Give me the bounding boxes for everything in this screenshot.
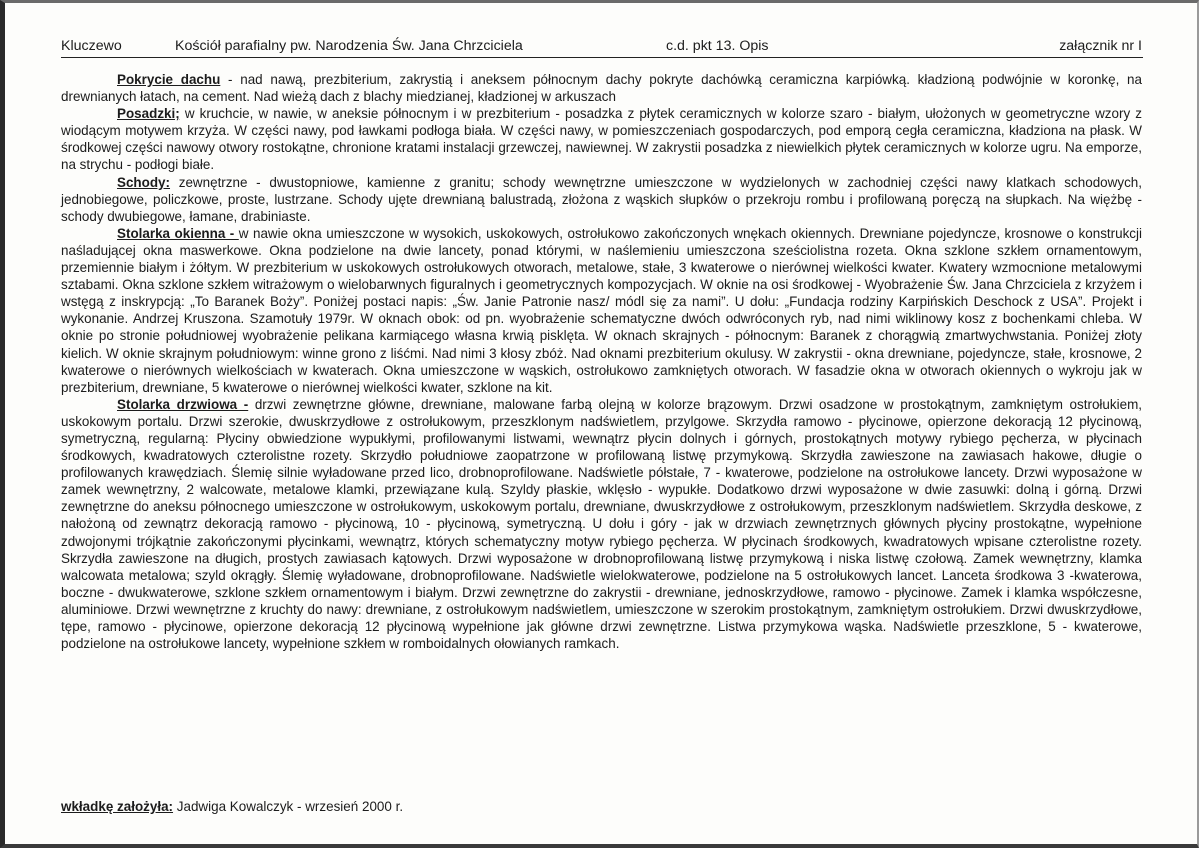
section-label: Schody: [117,174,171,190]
section-label: Posadzki; [117,106,180,122]
section-stairs [61,174,1142,225]
document-body [61,71,1142,652]
section-windows [61,225,1142,396]
header-reference: c.d. pkt 13. Opis [666,38,769,54]
header-town: Kluczewo [61,38,122,54]
section-roofing [61,71,1142,105]
document-header [61,35,1143,58]
header-church: Kościół parafialny pw. Narodzenia Św. Jana Chrzciciela [175,38,523,54]
section-label: Stolarka drzwiowa - [117,396,249,412]
section-text: w nawie okna umieszczone w wysokich, uskokowych, ostrołukowo zakończonych wnękach okiennych. Drewniane pojedyncze, krosnowe o konstrukcji naśladującej okna maswerkowe. Okna podzielone na dwie lancety, ponad którymi, w naślemieniu umieszczona sześciolistna rozeta. Okna szklone szkłem ornamentowym, przemiennie białym i żółtym. W prezbiterium w uskokowych ostrołukowych otworach, metalowe, stałe, 3 kwaterowe o nierównej wielkości kwater. Kwatery wzmocnione metalowymi sztabami. Okna szklone szkłem witrażowym o wielobarwnych figuralnych i geometrycznych kompozycjach. W oknie na osi środkowej - Wyobrażenie Św. Jana Chrzciciela z krzyżem i wstęgą z inskrypcją: „To Baranek Boży”. Poniżej postaci napis: „Św. Janie Patronie nasz/ módl się za nami”. U dołu: „Fundacja rodziny Karpińskich Deschock z USA”. Projekt i wykonanie. Andrzej Kruszona. Szamotuły 1979r. W oknach obok: od pn. wyobrażenie schematyczne dwóch odwróconych ryb, nad nimi wiklinowy kosz z bochenkami chleba. W oknie po stronie południowej wyobrażenie pelikana karmiącego własna krwią pisklęta. W oknach skrajnych - północnym: Baranek z chorągwią zmartwychwstania. Poniżej złoty kielich. W oknie skrajnym południowym: winne grono z liśćmi. Nad nimi 3 kłosy zbóż. Nad oknami prezbiterium okulusy. W zakrystii - okna drewniane, pojedyncze, stałe, krosnowe, 2 kwaterowe o nierównych wielkościach w kwaterach. Okna umieszczone w wąskich, ostrołukowo zamkniętych otworach. W fasadzie okna w otworach okiennych o wykroju jak w prezbiterium, drewniane, 5 kwaterowe o nierównej wielkości kwater, szklone na kit. [61,225,1142,395]
section-text: w kruchcie, w nawie, w aneksie północnym i w prezbiterium - posadzka z płytek ceramicznych w kolorze szaro - białym, ułożonych w geometryczne wzory z wiodącym motywem krzyża. W części nawy, pod ławkami podłoga biała. W części nawy, w pomieszczeniach gospodarczych, pod emporą cegła ceramiczna, kładziona na płask. W środkowej części nawowy otwory rostokątne, chronione kratami instalacji grzewczej, nawiewnej. W zakrystii posadzka z niewielkich płytek ceramicznych w kolorze ugru. Na emporze, na strychu - podłogi białe. [61,106,1142,173]
section-text: zewnętrzne - dwustopniowe, kamienne z granitu; schody wewnętrzne umieszczone w wydzielonych w zachodniej części nawy klatkach schodowych, jednobiegowe, policzkowe, proste, lustrzane. Schody ujęte drewnianą balustradą, złożona z wąskich słupków o przekroju rombu i profilowaną poręczą na słupkach. Na więżbę - schody dwubiegowe, łamane, drabiniaste. [61,174,1142,224]
section-doors [61,396,1142,652]
footer-label: wkładkę założyła: [61,799,174,814]
document-footer [61,798,403,815]
section-text: - nad nawą, prezbiterium, zakrystią i aneksem północnym dachy pokryte dachówką ceramiczna karpiówką. kładzioną podwójnie w koronkę, na drewnianych łatach, na cement. Nad wieżą dach z blachy miedzianej, kładzionej w arkuszach [61,72,1142,105]
footer-author: Jadwiga Kowalczyk - wrzesień 2000 r. [173,799,404,814]
section-label: Stolarka okienna - [117,225,239,241]
section-floors [61,105,1142,173]
section-text: drzwi zewnętrzne główne, drewniane, malowane farbą olejną w kolorze brązowym. Drzwi osadzone w prostokątnym, zamkniętym ostrołukiem, uskokowym portalu. Drzwi szerokie, dwuskrzydłowe z ostrołukowym, przeszklonym nadświetlem, przylgowe. Skrzydła ramowo - płycinowe, opierzone dekoracją 12 płycinową, symetryczną, regularną: Płyciny obwiedzione wypukłymi, profilowanymi listwami, wewnątrz płycin dolnych i górnych, prostokątnych motywy rybiego pęcherza, w płycinach środkowych, kwadratowych czterolistne rozety. Skrzydło południowe zaopatrzone w profilowaną listwę przymykową. Skrzydła zawieszone na zawiasach hakowe, długie o profilowanych krawędziach. Ślemię silnie wyładowane przed lico, drobnoprofilowane. Nadświetle półstałe, 7 - kwaterowe, podzielone na ostrołukowe lancety. Drzwi wyposażone w zamek wewnętrzny, 2 walcowate, metalowe klamki, przewiązane kulą. Szyldy płaskie, wklęsło - wypukłe. Dodatkowo drzwi wyposażone w dwie zasuwki: dolną i górną. Drzwi zewnętrzne do aneksu północnego umieszczone w ostrołukowym, uskokowym portalu, drewniane, dwuskrzydłowe z ostrołukowym, przeszklonym nadświetlem. Skrzydła deskowe, z nałożoną od zewnątrz dekoracją ramowo - płycinową, 10 - płycinową, symetryczną. U dołu i góry - jak w drzwiach zewnętrznych głównych płyciny prostokątne, wypełnione zdwojonymi trójkątnie zakończonymi płycinkami, wewnątrz, których schematyczny motyw rybiego pęcherza. W płycinach środkowych, kwadratowych wpisane czterolistne rozety. Skrzydła zawieszone na długich, prostych zawiasach kątowych. Drzwi wyposażone w drobnoprofilowaną listwę przymykową i niska listwę czołową. Zamek wewnętrzny, klamka walcowata metalowa; szyld okrągły. Ślemię wyładowane, drobnoprofilowane. Nadświetle wielokwaterowe, podzielone na 5 ostrołukowych lancet. Lanceta środkowa 3 -kwaterowa, boczne - dwukwaterowe, szklone szkłem ornamentowym i białym. Drzwi zewnętrzne do zakrystii - drewniane, jednoskrzydłowe, ramowo - płycinowe. Zamek i klamka współczesne, aluminiowe. Drzwi wewnętrzne z kruchty do nawy: drewniane, z ostrołukowym nadświetlem, umieszczone w szerokim prostokątnym, zamkniętym ostrołukiem. Drzwi dwuskrzydłowe, tępe, ramowo - płycinowe, opierzone dekoracją 12 płycinową wypełnione jak główne drzwi zewnętrzne. Listwa przymykowa wąska. Nadświetle przeszklone, 5 - kwaterowe, podzielone na ostrołukowe lancety, wypełnione szkłem w romboidalnych ołowianych ramkach. [61,396,1142,652]
section-label: Pokrycie dachu [117,72,221,87]
header-attachment: załącznik nr I [1059,38,1142,54]
